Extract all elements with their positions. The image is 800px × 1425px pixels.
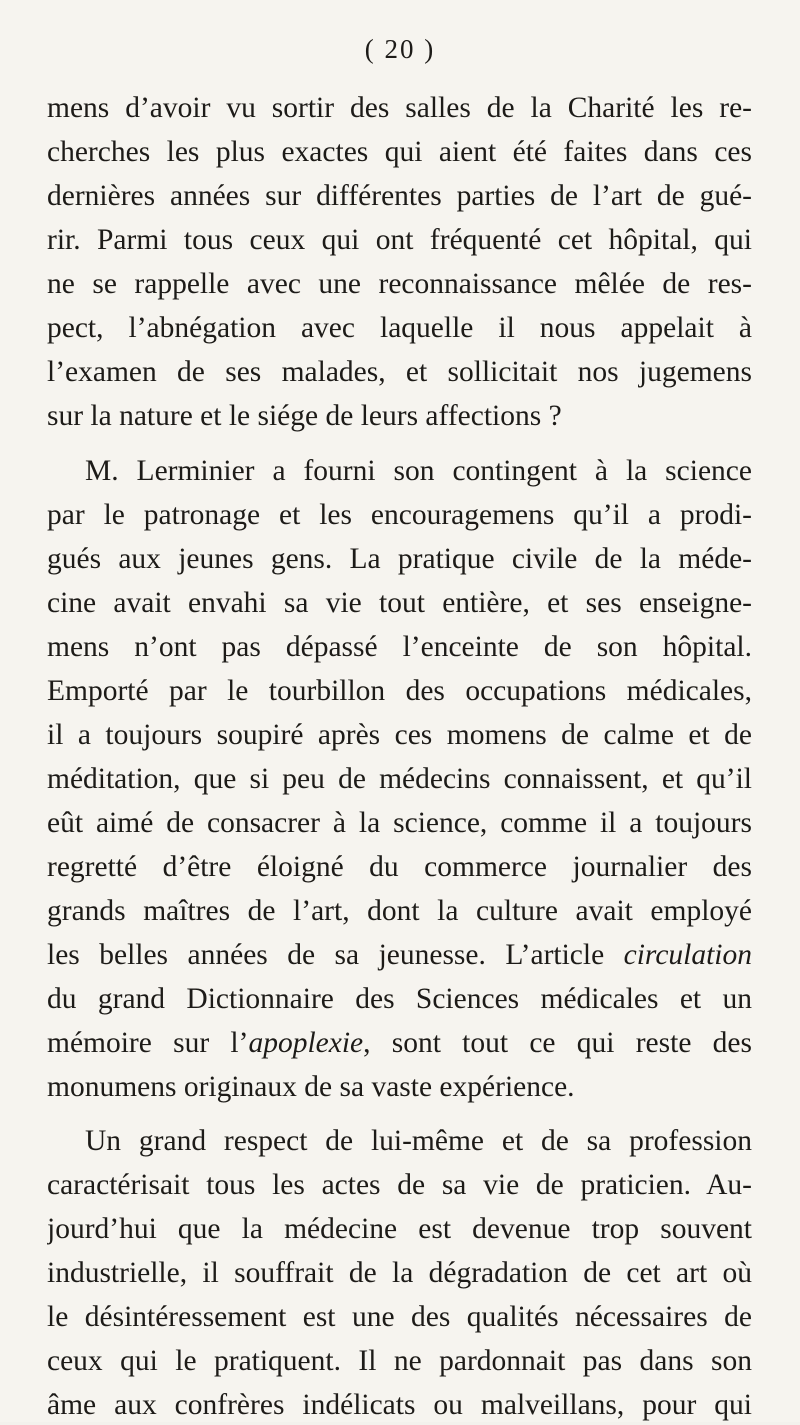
text-line: âme aux confrères indélicats ou malveillans, pour qui xyxy=(47,1389,752,1421)
text-line: caractérisait tous les actes de sa vie de praticien. Au- xyxy=(47,1169,752,1201)
text-line: Emporté par le tourbillon des occupations médicales, xyxy=(47,675,752,707)
text-line: jourd’hui que la médecine est devenue trop souvent xyxy=(47,1213,752,1245)
text-line: grands maîtres de l’art, dont la culture avait employé xyxy=(47,895,752,927)
text-line: ne se rappelle avec une reconnaissance mêlée de res- xyxy=(47,268,752,300)
page-number: ( 20 ) xyxy=(364,34,436,64)
text-line: regretté d’être éloigné du commerce journalier des xyxy=(47,851,752,883)
text-line: Un grand respect de lui-même et de sa profession xyxy=(85,1125,752,1157)
text-line: le désintéressement est une des qualités nécessaires de xyxy=(47,1301,752,1333)
text-line: gués aux jeunes gens. La pratique civile de la méde- xyxy=(47,543,752,575)
text-line: industrielle, il souffrait de la dégradation de cet art où xyxy=(47,1257,752,1289)
text-line xyxy=(47,935,752,975)
text-line: il a toujours soupiré après ces momens de calme et de xyxy=(47,719,752,751)
text-line: par le patronage et les encouragemens qu’il a prodi- xyxy=(47,499,752,531)
text-line: dernières années sur différentes parties de l’art de gué- xyxy=(47,180,752,212)
text-line: l’examen de ses malades, et sollicitait nos jugemens xyxy=(47,356,752,388)
text-line: M. Lerminier a fourni son contingent à la science xyxy=(85,455,752,487)
italic-term-apoplexie: apoplexie xyxy=(248,1027,364,1059)
text-line: rir. Parmi tous ceux qui ont fréquenté cet hôpital, qui xyxy=(47,224,752,256)
text-line: méditation, que si peu de médecins connaissent, et qu’il xyxy=(47,763,752,795)
text-line: du grand Dictionnaire des Sciences médicales et un xyxy=(47,983,752,1015)
text-line: ceux qui le pratiquent. Il ne pardonnait pas dans son xyxy=(47,1345,752,1377)
text-line: mens n’ont pas dépassé l’enceinte de son hôpital. xyxy=(47,631,752,663)
text-line: cine avait envahi sa vie tout entière, et ses enseigne- xyxy=(47,587,752,619)
text-segment: les belles années de sa jeunesse. L’article xyxy=(47,939,624,971)
text-line: monumens originaux de sa vaste expérience. xyxy=(47,1071,575,1103)
text-line: pect, l’abnégation avec laquelle il nous appelait à xyxy=(47,312,752,344)
text-line: eût aimé de consacrer à la science, comme il a toujours xyxy=(47,807,752,839)
text-line: mens d’avoir vu sortir des salles de la Charité les re- xyxy=(47,92,752,124)
text-line: sur la nature et le siége de leurs affections ? xyxy=(47,400,562,432)
text-line xyxy=(47,1023,752,1063)
text-segment: mémoire sur l’ xyxy=(47,1027,249,1059)
italic-term-circulation: circulation xyxy=(623,939,752,971)
text-line: cherches les plus exactes qui aient été faites dans ces xyxy=(47,136,752,168)
text-segment: , sont tout ce qui reste des xyxy=(363,1027,752,1059)
